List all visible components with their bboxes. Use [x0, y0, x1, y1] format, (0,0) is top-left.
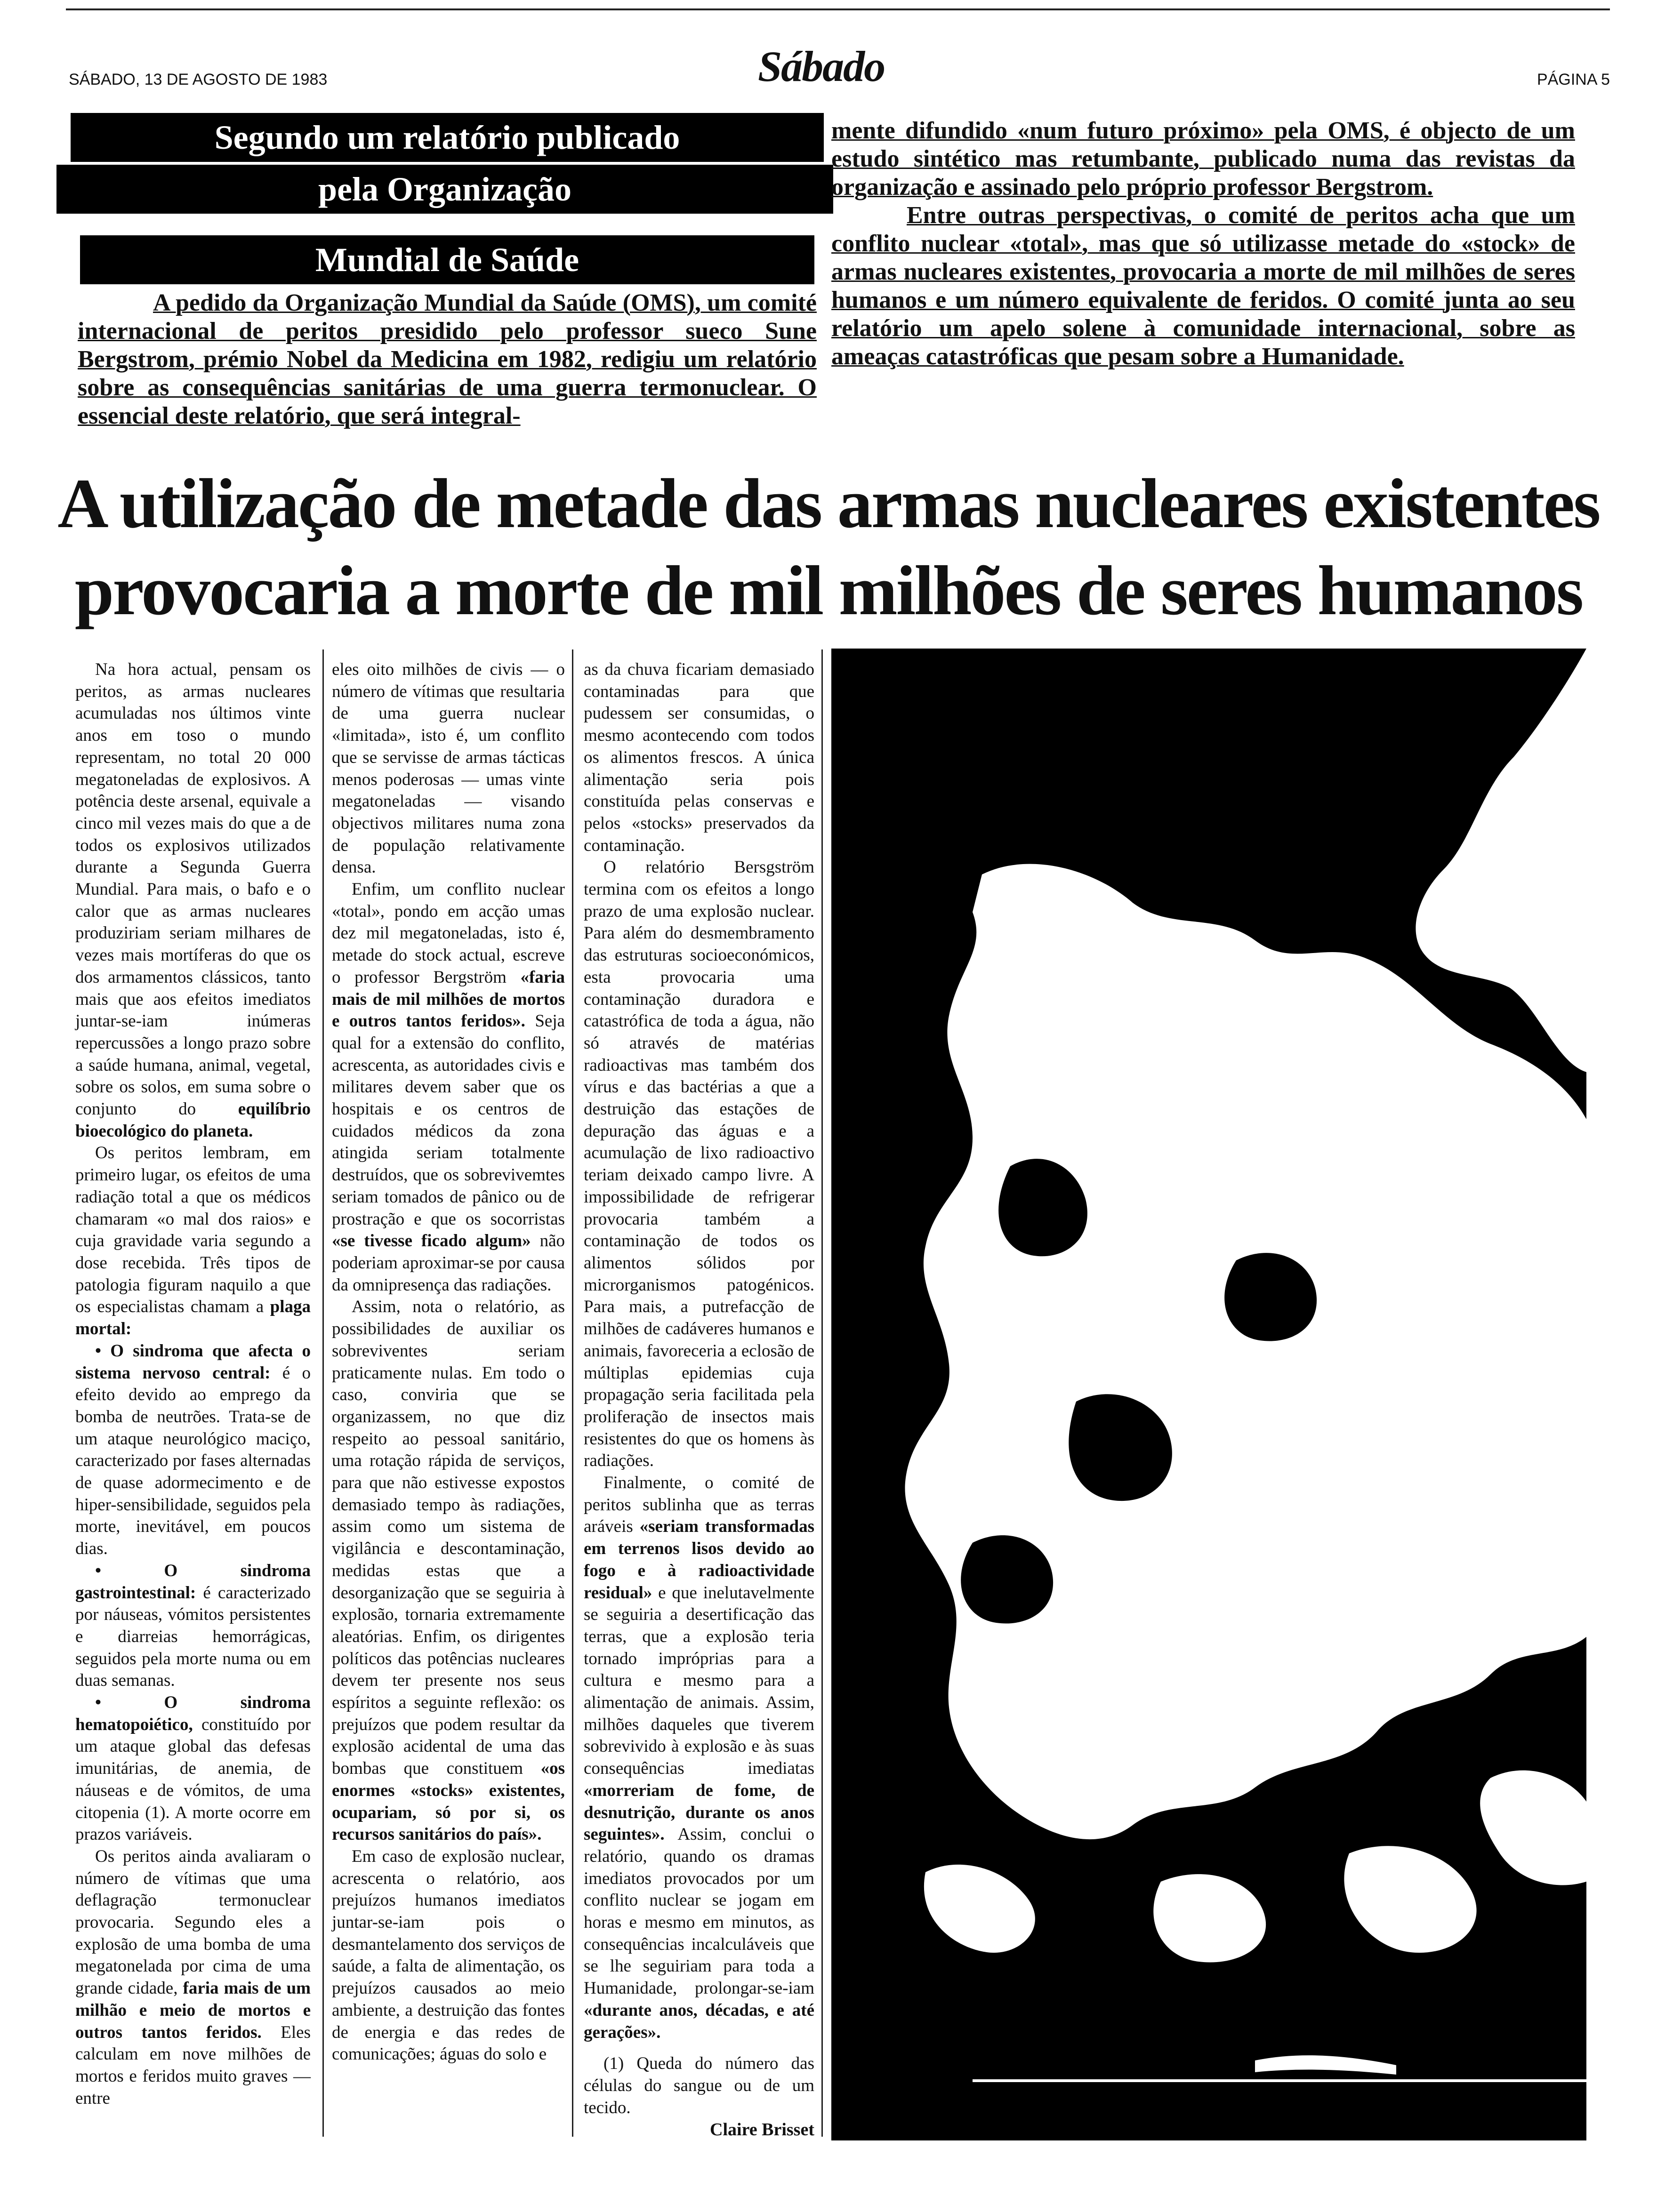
article-column-1: [75, 659, 311, 2109]
headline-line-2: provocaria a morte de mil milhões de seres humanos: [74, 552, 1583, 630]
col1-paragraph: Os peritos lembram, em primeiro lugar, os efeitos de uma radiação total a que os médicos chamaram «o mal dos raios» e cuja gravidade varia segundo a dose recebida. Três tipos de patologia figuram naquilo a que os especialistas chamam a plaga mortal:: [75, 1143, 311, 1339]
col1-paragraph: Na hora actual, pensam os peritos, as armas nucleares acumuladas nos últimos vinte anos em toso o mundo representam, no total 20 000 megatoneladas de explosivos. A potência deste arsenal, equivale a cinco mil vezes mais do que a de todos os explosivos utilizados durante a Segunda Guerra Mundial. Para mais, o bafo e o calor que as armas nucleares produziriam seriam milhares de vezes mais mortíferas do que os dos armamentos clássicos, tanto mais que aos efeitos imediatos juntar-se-iam inúmeras repercussões a longo prazo sobre a saúde humana, animal, vegetal, sobre os solos, em suma sobre o conjunto do equilíbrio bioecológico do planeta.: [75, 660, 311, 1141]
banner-line-1: Segundo um relatório publicado: [71, 113, 824, 162]
column-rule-1: [322, 649, 324, 2137]
article-column-2: [332, 659, 565, 2066]
col2-paragraph: eles oito milhões de civis — o número de vítimas que resultaria de uma guerra nuclear «limitada», isto é, um conflito que se servisse de armas tácticas menos poderosas — umas vinte megatoneladas — visando objectivos militares numa zona de população relativamente densa.: [332, 660, 565, 877]
newspaper-logo: Sábado: [758, 42, 885, 90]
col1-paragraph: • O sindroma que afecta o sistema nervoso central: é o efeito devido ao emprego da bomba de neutrões. Trata-se de um ataque neurológico maciço, caracterizado por fases alternadas de quase adormecimento e de hiper-sensibilidade, seguidos pela morte, inevitável, em poucos dias.: [75, 1341, 311, 1559]
lede-left: [78, 289, 817, 430]
lede-left-text: A pedido da Organização Mundial da Saúde (OMS), um comité internacional de peritos presidido pelo professor sueco Sune Bergstrom, prémio Nobel da Medicina em 1982, redigiu um relatório sobre as consequências sanitárias de uma guerra termonuclear. O essencial deste relatório, que será integral-: [78, 289, 817, 429]
col2-paragraph: Assim, nota o relatório, as possibilidades de auxiliar os sobreviventes seriam praticamente nulas. Em todo o caso, conviria que se organizassem, no que diz respeito ao pessoal sanitário, uma rotação rápida de serviços, para que não estivesse expostos demasiado tempo às radiações, assim como um sistema de vigilância e descontaminação, medidas estas que a desorganização que se seguiria à explosão, tornaria extremamente aleatórias. Enfim, os dirigentes políticos das potências nucleares devem ter presente nos seus espíritos a seguinte reflexão: os prejuízos que podem resultar da explosão acidental de uma das bombas que constituem «os enormes «stocks» existentes, ocupariam, só por si, os recursos sanitários do país».: [332, 1297, 565, 1844]
header-date: SÁBADO, 13 DE AGOSTO DE 1983: [69, 71, 328, 88]
col3-paragraph: as da chuva ficariam demasiado contaminadas para que pudessem ser consumidas, o mesmo acontecendo com todos os alimentos frescos. A única alimentação seria pois constituída pelas conservas e pelos «stocks» preservados da contaminação.: [584, 660, 814, 855]
lede-right-p2: Entre outras perspectivas, o comité de peritos acha que um conflito nuclear «total», mas que só utilizasse metade do «stock» de armas nucleares existentes, provocaria a morte de mil milhões de seres humanos e um número equivalente de feridos. O comité junta ao seu relatório um apelo solene à comunidade internacional, sobre as ameaças catastróficas que pesam sobre a Humanidade.: [831, 202, 1575, 370]
lede-right-p1: mente difundido «num futuro próximo» pela OMS, é objecto de um estudo sintético mas retumbante, publicado numa das revistas da organização e assinado pelo próprio professor Bergstrom.: [831, 117, 1575, 200]
column-rule-3: [821, 649, 823, 2137]
banner-line-2: pela Organização: [56, 165, 833, 214]
col1-paragraph: Os peritos ainda avaliaram o número de vítimas que uma deflagração termonuclear provocaria. Segundo eles a explosão de uma bomba de uma megatonelada por cima de uma grande cidade, faria mais de um milhão e meio de mortos e outros tantos feridos. Eles calculam em nove milhões de mortos e feridos muito graves — entre: [75, 1846, 311, 2108]
page-number: PÁGINA 5: [1537, 71, 1610, 88]
headline-line-1: A utilização de metade das armas nucleares existentes: [57, 465, 1600, 543]
top-rule: [66, 8, 1610, 10]
col1-paragraph: • O sindroma hematopoiético, constituído por um ataque global das defesas imunitárias, de anemia, de náuseas e de vómitos, de uma citopenia (1). A morte ocorre em prazos variáveis.: [75, 1693, 311, 1844]
lede-right: [831, 117, 1575, 371]
column-rule-2: [572, 649, 573, 2137]
cloud-image-icon: [831, 649, 1586, 2140]
footnote: (1) Queda do número das células do sangue ou de um tecido.: [584, 2054, 814, 2117]
nuclear-cloud-photo: [831, 649, 1586, 2140]
col1-paragraph: • O sindroma gastrointestinal: é caracterizado por náuseas, vómitos persistentes e diarreias hemorrágicas, seguidos pela morte numa ou em duas semanas.: [75, 1561, 311, 1691]
col2-paragraph: Enfim, um conflito nuclear «total», pondo em acção umas dez mil megatoneladas, isto é, metade do stock actual, escreve o professor Bergström «faria mais de mil milhões de mortos e outros tantos feridos». Seja qual for a extensão do conflito, acrescenta, as autoridades civis e militares devem saber que os hospitais e os centros de cuidados médicos da zona atingida seriam totalmente destruídos, que os sobrevivemtes seriam tomados de pânico ou de prostração e que os socorristas «se tivesse ficado algum» não poderiam aproximar-se por causa da omnipresença das radiações.: [332, 880, 565, 1295]
col2-paragraph: Em caso de explosão nuclear, acrescenta o relatório, aos prejuízos humanos imediatos juntar-se-iam pois o desmantelamento dos serviços de saúde, a falta de alimentação, os prejuízos causados ao meio ambiente, a destruição das fontes de energia e das redes de comunicações; águas do solo e: [332, 1846, 565, 2064]
banner-line-3: Mundial de Saúde: [80, 235, 814, 284]
article-column-3: [584, 659, 814, 2141]
col3-paragraph: Finalmente, o comité de peritos sublinha que as terras aráveis «seriam transformadas em terrenos lisos devido ao fogo e à radioactividade residual» e que inelutavelmente se seguiria a desertificação das terras, que a explosão teria tornado impróprias para a cultura e mesmo para a alimentação de animais. Assim, milhões daqueles que tiverem sobrevivido à explosão e às suas consequências imediatas «morreriam de fome, de desnutrição, durante os anos seguintes». Assim, conclui o relatório, quando os dramas imediatos provocados por um conflito nuclear se jogam em horas e mesmo em minutos, as consequências incalculáveis que se lhe seguiriam para toda a Humanidade, prolongar-se-iam «durante anos, décadas, e até gerações».: [584, 1473, 815, 2042]
col3-paragraph: O relatório Bersgström termina com os efeitos a longo prazo de uma explosão nuclear. Para além do desmembramento das estruturas socioeconómicos, esta provocaria uma contaminação duradora e catastrófica de toda a água, não só através de matérias radioactivas mas também dos vírus e das bactérias a que a destruição das estações de depuração das águas e a acumulação de lixo radioactivo teriam deixado campo livre. A impossibilidade de refrigerar provocaria também a contaminação de todos os alimentos sólidos por microrganismos patogénicos. Para mais, a putrefacção de milhões de cadáveres humanos e animais, favoreceria a eclosão de múltiplas epidemias cuja propagação seria facilitada pela proliferação de insectos mais resistentes do que os homens às radiações.: [584, 858, 814, 1471]
author-signature: Claire Brisset: [710, 2120, 814, 2140]
